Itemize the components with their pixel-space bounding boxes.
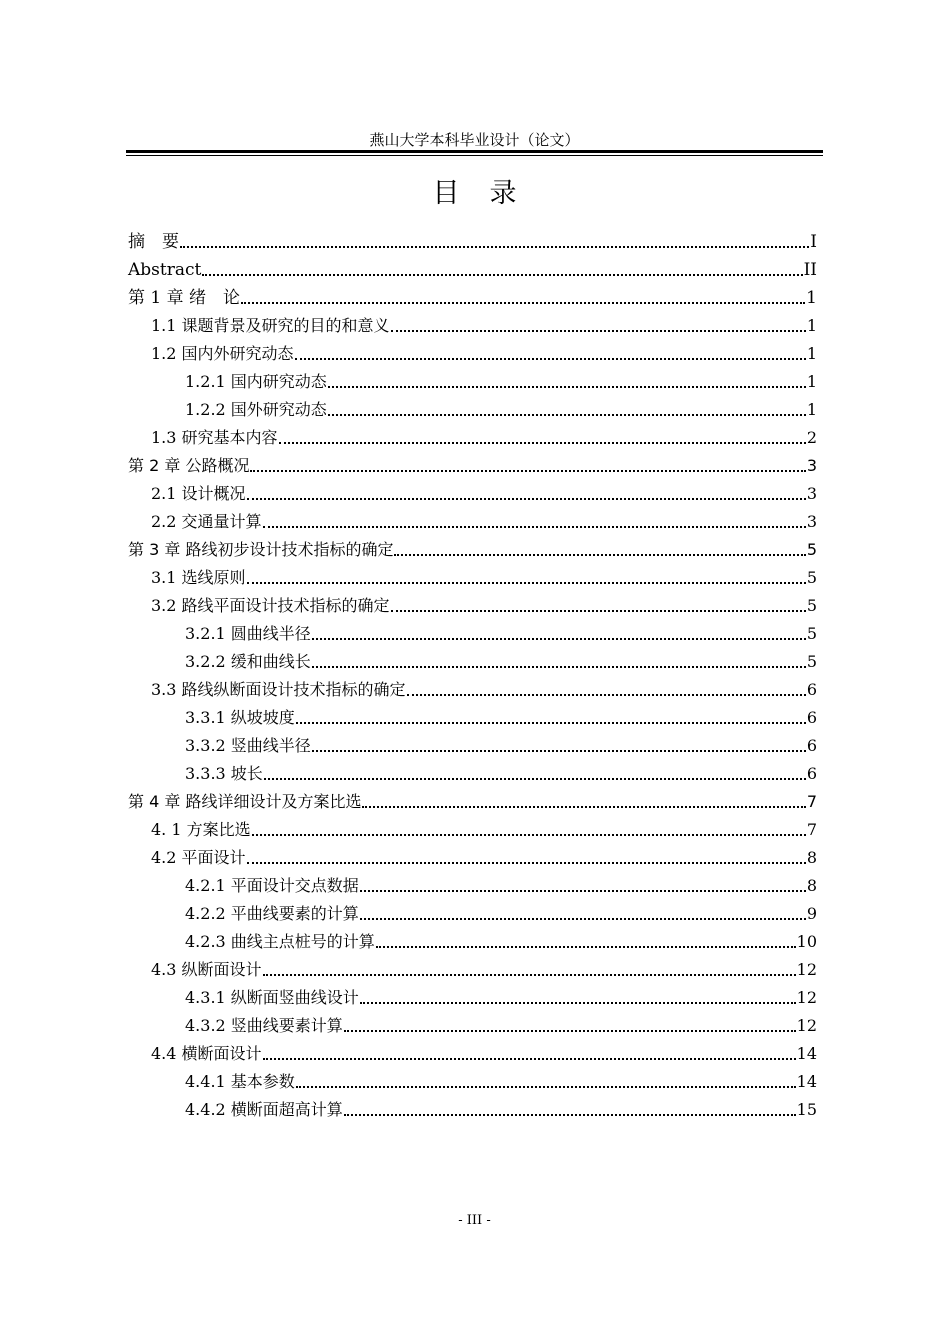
toc-leader-dots [360, 890, 806, 892]
toc-entry[interactable] [128, 560, 817, 588]
toc-entry[interactable] [128, 756, 817, 784]
toc-entry[interactable] [128, 952, 817, 980]
toc-entry[interactable] [128, 980, 817, 1008]
toc-entry-page: 15 [796, 1100, 817, 1119]
toc-entry-page: 7 [806, 792, 817, 811]
toc-entry[interactable] [128, 728, 817, 756]
toc-entry[interactable] [128, 672, 817, 700]
toc-entry-page: 9 [806, 904, 817, 923]
toc-leader-dots [391, 330, 806, 332]
toc-entry-page: 1 [806, 316, 817, 335]
toc-entry[interactable] [128, 224, 817, 252]
toc-entry-label: 第 2 章 公路概况 [128, 456, 250, 475]
toc-leader-dots [263, 1058, 796, 1060]
toc-leader-dots [241, 302, 805, 304]
toc-entry[interactable] [128, 504, 817, 532]
toc-entry-page: 5 [806, 540, 817, 559]
toc-leader-dots [247, 498, 806, 500]
toc-entry-label: 3.2.2 缓和曲线长 [185, 652, 311, 671]
toc-leader-dots [295, 358, 806, 360]
toc-leader-dots [376, 946, 796, 948]
toc-entry[interactable] [128, 868, 817, 896]
toc-entry[interactable] [128, 1008, 817, 1036]
toc-entry-page: 3 [806, 484, 817, 503]
toc-entry[interactable] [128, 700, 817, 728]
page-header: 燕山大学本科毕业设计（论文） [369, 131, 580, 149]
toc-entry[interactable] [128, 616, 817, 644]
toc-leader-dots [263, 526, 806, 528]
toc-leader-dots [202, 274, 802, 276]
toc-leader-dots [296, 1086, 796, 1088]
toc-entry-page: 5 [806, 624, 817, 643]
toc-entry-label: 第 4 章 路线详细设计及方案比选 [128, 792, 362, 811]
toc-entry-label: 4.3 纵断面设计 [151, 960, 262, 979]
toc-entry-page: 7 [806, 820, 817, 839]
header-rule-thick [126, 150, 823, 153]
toc-leader-dots [296, 722, 806, 724]
toc-leader-dots [328, 386, 806, 388]
toc-entry-label: 1.2.2 国外研究动态 [185, 400, 327, 419]
toc-entry-label: 3.1 选线原则 [151, 568, 246, 587]
toc-entry-label: 3.3.1 纵坡坡度 [185, 708, 295, 727]
toc-entry-page: 14 [796, 1044, 817, 1063]
toc-leader-dots [391, 610, 806, 612]
toc-entry-label: 第 1 章 绪 论 [128, 288, 241, 308]
toc-entry-page: 1 [806, 288, 817, 308]
toc-entry[interactable] [128, 896, 817, 924]
toc-entry-label: 4.2.1 平面设计交点数据 [185, 876, 359, 895]
toc-entry-label: 4.3.1 纵断面竖曲线设计 [185, 988, 359, 1007]
toc-entry[interactable] [128, 784, 817, 812]
toc-entry[interactable] [128, 420, 817, 448]
toc-entry-label: 3.3.2 竖曲线半径 [185, 736, 311, 755]
toc-entry[interactable] [128, 1064, 817, 1092]
toc-leader-dots [279, 442, 806, 444]
toc-entry-label: 1.2.1 国内研究动态 [185, 372, 327, 391]
toc-entry[interactable] [128, 308, 817, 336]
toc-entry-page: 12 [796, 1016, 817, 1035]
toc-entry-label: Abstract [128, 260, 202, 280]
toc-entry-label: 4.2.2 平曲线要素的计算 [185, 904, 359, 923]
toc-entry-label: 3.2.1 圆曲线半径 [185, 624, 311, 643]
toc-entry-page: 6 [806, 708, 817, 727]
toc-entry-page: 5 [806, 652, 817, 671]
toc-entry-page: 8 [806, 876, 817, 895]
toc-entry-label: 4.3.2 竖曲线要素计算 [185, 1016, 343, 1035]
toc-leader-dots [312, 666, 806, 668]
toc-entry-label: 4.2 平面设计 [151, 848, 246, 867]
toc-entry-page: 1 [806, 372, 817, 391]
toc-entry-page: II [803, 260, 817, 280]
toc-entry-label: 4.4.1 基本参数 [185, 1072, 295, 1091]
toc-entry[interactable] [128, 644, 817, 672]
toc-entry-page: 5 [806, 596, 817, 615]
toc-entry-page: I [810, 232, 817, 252]
toc-entry-label: 2.1 设计概况 [151, 484, 246, 503]
toc-entry-label: 3.3 路线纵断面设计技术指标的确定 [151, 680, 406, 699]
toc-entry-page: 2 [806, 428, 817, 447]
toc-entry-page: 3 [806, 456, 817, 475]
toc-leader-dots [344, 1114, 796, 1116]
toc-leader-dots [252, 834, 806, 836]
toc-entry[interactable] [128, 532, 817, 560]
toc-entry-label: 3.3.3 坡长 [185, 764, 263, 783]
toc-leader-dots [407, 694, 806, 696]
toc-leader-dots [344, 1030, 796, 1032]
header-rule-thin [126, 155, 823, 156]
toc-leader-dots [328, 414, 806, 416]
toc-leader-dots [394, 554, 805, 556]
toc-leader-dots [264, 778, 806, 780]
toc-entry[interactable] [128, 924, 817, 952]
toc-entry-label: 4.4 横断面设计 [151, 1044, 262, 1063]
toc-entry-label: 4.2.3 曲线主点桩号的计算 [185, 932, 375, 951]
toc-leader-dots [180, 246, 809, 248]
toc-entry-page: 1 [806, 344, 817, 363]
toc-leader-dots [247, 862, 806, 864]
page-number: - III - [458, 1213, 491, 1228]
toc-entry-label: 1.2 国内外研究动态 [151, 344, 294, 363]
toc-entry[interactable] [128, 448, 817, 476]
toc-entry-page: 6 [806, 680, 817, 699]
toc-entry-label: 3.2 路线平面设计技术指标的确定 [151, 596, 390, 615]
toc-entry-page: 12 [796, 960, 817, 979]
toc-entry[interactable] [128, 1092, 817, 1120]
toc-entry-page: 6 [806, 764, 817, 783]
toc-entry[interactable] [128, 588, 817, 616]
toc-entry-label: 2.2 交通量计算 [151, 512, 262, 531]
toc-entry-label: 1.3 研究基本内容 [151, 428, 278, 447]
toc-leader-dots [360, 1002, 796, 1004]
toc-entry[interactable] [128, 336, 817, 364]
toc-entry[interactable] [128, 252, 817, 280]
toc-entry-page: 14 [796, 1072, 817, 1091]
toc-leader-dots [263, 974, 796, 976]
toc-title: 目录 [432, 178, 547, 209]
toc-leader-dots [312, 638, 806, 640]
toc-entry-page: 8 [806, 848, 817, 867]
toc-entry[interactable] [128, 840, 817, 868]
toc-entry-page: 5 [806, 568, 817, 587]
toc-entry[interactable] [128, 392, 817, 420]
toc-leader-dots [360, 918, 806, 920]
toc-entry[interactable] [128, 1036, 817, 1064]
toc-entry-page: 3 [806, 512, 817, 531]
toc-entry-page: 6 [806, 736, 817, 755]
toc-entry-page: 10 [796, 932, 817, 951]
toc-entry[interactable] [128, 476, 817, 504]
toc-leader-dots [362, 806, 805, 808]
toc-leader-dots [247, 582, 806, 584]
toc-entry-label: 4.4.2 横断面超高计算 [185, 1100, 343, 1119]
toc-entry[interactable] [128, 364, 817, 392]
toc-leader-dots [312, 750, 806, 752]
toc-entry[interactable] [128, 280, 817, 308]
toc-entry-label: 4. 1 方案比选 [151, 820, 251, 839]
toc-entry-label: 1.1 课题背景及研究的目的和意义 [151, 316, 390, 335]
toc-entry-page: 12 [796, 988, 817, 1007]
toc-entry[interactable] [128, 812, 817, 840]
toc-entry-label: 摘 要 [128, 232, 179, 252]
toc-leader-dots [250, 470, 805, 472]
toc-entry-label: 第 3 章 路线初步设计技术指标的确定 [128, 540, 394, 559]
toc-entry-page: 1 [806, 400, 817, 419]
